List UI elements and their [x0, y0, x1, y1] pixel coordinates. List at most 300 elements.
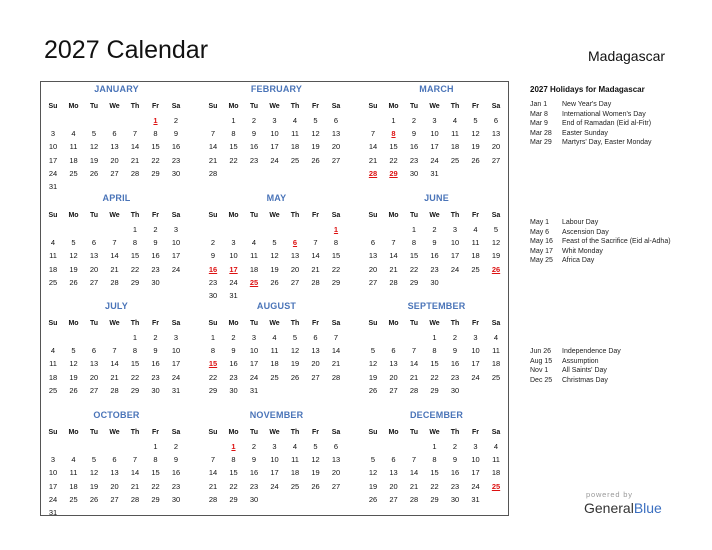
weekday-header: Sa — [171, 212, 181, 219]
holiday-date: 1 — [231, 442, 236, 451]
weekday-header: We — [269, 103, 280, 110]
holiday-date: 17 — [229, 264, 238, 274]
country-name: Madagascar — [588, 48, 666, 64]
weekday-header: Su — [48, 212, 58, 219]
calendar-day: 21 — [110, 264, 119, 274]
calendar-day: 9 — [173, 129, 179, 139]
weekday-header: Tu — [409, 103, 419, 110]
calendar-day: 29 — [151, 168, 160, 178]
calendar-day: 16 — [409, 142, 419, 152]
calendar-day: 2 — [432, 225, 437, 234]
calendar-day: 4 — [473, 225, 478, 234]
weekday-header: We — [109, 320, 120, 327]
calendar-day: 18 — [491, 359, 501, 369]
weekday-header: Fr — [472, 320, 479, 327]
calendar-day: 31 — [229, 291, 238, 300]
calendar-day: 2 — [411, 116, 417, 125]
calendar-day: 11 — [451, 129, 459, 139]
calendar-day: 31 — [48, 508, 58, 517]
calendar-day: 17 — [430, 142, 439, 152]
calendar-day: 17 — [48, 481, 58, 491]
calendar-day: 28 — [409, 494, 419, 504]
weekday-header: Tu — [89, 212, 99, 219]
calendar-day: 16 — [450, 468, 460, 478]
calendar-day: 28 — [208, 494, 218, 504]
calendar-day: 7 — [411, 346, 417, 356]
month-name: MAY — [266, 193, 287, 203]
holiday-date: 28 — [368, 168, 378, 178]
calendar-day: 21 — [130, 155, 140, 165]
calendar-day: 5 — [91, 455, 97, 465]
calendar-day: 4 — [292, 116, 298, 125]
calendar-day: 15 — [409, 251, 419, 261]
calendar-day: 14 — [130, 468, 140, 478]
calendar-day: 27 — [331, 155, 341, 165]
calendar-day: 15 — [229, 142, 238, 152]
weekday-header: Th — [290, 212, 300, 219]
calendar-day: 27 — [368, 277, 378, 287]
calendar-day: 15 — [430, 468, 439, 478]
weekday-header: Su — [48, 429, 58, 436]
calendar-day: 21 — [368, 155, 378, 165]
holiday-date-label: Mar 9 — [530, 120, 548, 127]
holiday-item — [530, 129, 700, 139]
weekday-header: Fr — [312, 429, 319, 436]
calendar-day: 26 — [368, 385, 378, 395]
weekday-header: Th — [450, 320, 460, 327]
calendar-day: 18 — [471, 251, 480, 261]
holiday-date: 16 — [208, 264, 218, 274]
calendar-day: 17 — [471, 359, 480, 369]
calendar-day: 10 — [430, 129, 439, 139]
month-name: AUGUST — [256, 301, 297, 311]
weekday-header: Sa — [331, 212, 341, 219]
calendar-day: 20 — [389, 481, 398, 491]
weekday-header: Tu — [89, 320, 99, 327]
calendar-day: 14 — [331, 346, 341, 356]
calendar-day: 1 — [432, 333, 437, 342]
weekday-header: Mo — [68, 212, 79, 219]
weekday-header: Tu — [89, 103, 99, 110]
calendar-day: 19 — [270, 264, 279, 274]
calendar-day: 2 — [251, 442, 257, 451]
weekday-header: Su — [208, 429, 218, 436]
calendar-day: 28 — [208, 168, 218, 178]
weekday-header: Mo — [68, 429, 79, 436]
calendar-day: 5 — [71, 346, 76, 356]
calendar-day: 10 — [48, 142, 58, 152]
calendar-day: 20 — [331, 142, 341, 152]
calendar-day: 29 — [130, 385, 140, 395]
weekday-header: Fr — [152, 103, 159, 110]
calendar-day: 2 — [173, 116, 179, 125]
calendar-day: 1 — [210, 333, 216, 342]
calendar-day: 10 — [229, 251, 238, 261]
calendar-day: 24 — [471, 372, 480, 382]
holiday-date-label: Jun 26 — [530, 348, 552, 355]
calendar-day: 21 — [311, 264, 320, 274]
calendar-day: 22 — [151, 155, 160, 165]
calendar-day: 21 — [331, 359, 341, 369]
calendar-day: 23 — [450, 481, 460, 491]
holiday-name: Africa Day — [562, 257, 595, 264]
calendar-day: 4 — [452, 116, 458, 125]
calendar-day: 3 — [452, 225, 458, 234]
calendar-day: 9 — [432, 238, 437, 248]
calendar-day: 8 — [231, 455, 236, 465]
calendar-day: 30 — [409, 168, 419, 178]
calendar-day: 9 — [452, 455, 458, 465]
calendar-day: 30 — [229, 385, 238, 395]
weekday-header: Tu — [249, 320, 259, 327]
calendar-day: 19 — [368, 372, 378, 382]
calendar-day: 5 — [370, 346, 376, 356]
calendar-day: 3 — [173, 333, 179, 342]
calendar-day: 22 — [208, 372, 218, 382]
calendar-day: 16 — [171, 142, 181, 152]
calendar-day: 20 — [331, 468, 341, 478]
calendar-day: 9 — [153, 238, 158, 248]
calendar-day: 30 — [171, 494, 181, 504]
calendar-day: 6 — [313, 333, 318, 342]
calendar-day: 2 — [452, 442, 458, 451]
calendar-day: 13 — [331, 129, 341, 139]
weekday-header: Sa — [491, 212, 501, 219]
calendar-day: 29 — [430, 385, 439, 395]
weekday-header: Fr — [152, 320, 159, 327]
calendar-day: 14 — [130, 142, 140, 152]
calendar-day: 30 — [171, 168, 181, 178]
calendar-day: 6 — [91, 238, 97, 248]
calendar-day: 7 — [391, 238, 396, 248]
calendar-day: 26 — [69, 385, 78, 395]
weekday-header: We — [429, 429, 440, 436]
calendar-day: 29 — [409, 277, 419, 287]
calendar-day: 19 — [471, 142, 480, 152]
calendar-day: 27 — [491, 155, 501, 165]
calendar-day: 15 — [430, 359, 439, 369]
holiday-item — [530, 366, 700, 376]
calendar-day: 16 — [249, 468, 259, 478]
calendar-day: 14 — [368, 142, 378, 152]
weekday-header: Tu — [89, 429, 99, 436]
weekday-header: We — [429, 103, 440, 110]
calendar-day: 10 — [48, 468, 58, 478]
month-name: MARCH — [419, 84, 454, 94]
calendar-day: 18 — [69, 481, 78, 491]
calendar-day: 13 — [389, 359, 398, 369]
calendar-day: 12 — [69, 251, 78, 261]
calendar-day: 11 — [49, 251, 57, 261]
holiday-date: 8 — [391, 129, 396, 139]
calendar-day: 24 — [249, 372, 259, 382]
calendar-day: 3 — [473, 442, 478, 451]
calendar-day: 17 — [270, 142, 279, 152]
calendar-day: 13 — [311, 346, 320, 356]
weekday-header: We — [109, 429, 120, 436]
weekday-header: Fr — [312, 103, 319, 110]
calendar-day: 7 — [411, 455, 417, 465]
calendar-day: 12 — [471, 129, 480, 139]
calendar-day: 29 — [151, 494, 160, 504]
weekday-header: Sa — [171, 103, 181, 110]
brand-general: General — [584, 500, 634, 516]
weekday-header: Su — [208, 320, 218, 327]
calendar-day: 19 — [290, 359, 300, 369]
calendar-day: 27 — [290, 277, 300, 287]
calendar-day: 28 — [130, 168, 140, 178]
weekday-header: Mo — [388, 103, 399, 110]
holiday-date-label: May 17 — [530, 247, 553, 255]
calendar-day: 20 — [311, 359, 320, 369]
page-title: 2027 Calendar — [44, 36, 209, 64]
calendar-day: 11 — [291, 129, 299, 139]
calendar-day: 24 — [430, 155, 439, 165]
month-name: SEPTEMBER — [407, 301, 466, 311]
calendar-day: 5 — [91, 129, 97, 139]
calendar-day: 27 — [389, 385, 398, 395]
calendar-day: 20 — [290, 264, 300, 274]
calendar-day: 2 — [452, 333, 458, 342]
weekday-header: Fr — [312, 320, 319, 327]
calendar-day: 12 — [368, 359, 378, 369]
weekday-header: Mo — [388, 320, 399, 327]
calendar-day: 22 — [430, 481, 439, 491]
weekday-header: Su — [48, 320, 58, 327]
calendar-day: 1 — [391, 116, 396, 125]
calendar-day: 31 — [430, 168, 439, 178]
calendar-day: 28 — [331, 372, 341, 382]
weekday-header: Fr — [472, 429, 479, 436]
calendar-day: 7 — [210, 129, 216, 139]
calendar-day: 19 — [491, 251, 501, 261]
calendar-day: 9 — [153, 346, 158, 356]
calendar-day: 23 — [249, 481, 259, 491]
calendar-day: 2 — [231, 333, 236, 342]
holiday-name: New Year's Day — [562, 101, 612, 108]
weekday-header: Th — [290, 103, 300, 110]
holiday-item — [530, 247, 700, 257]
calendar-day: 17 — [471, 468, 480, 478]
weekday-header: Th — [450, 103, 460, 110]
calendar-day: 24 — [48, 494, 58, 504]
calendar-day: 23 — [171, 481, 181, 491]
calendar-day: 22 — [229, 155, 238, 165]
calendar-day: 6 — [112, 129, 117, 139]
calendar-day: 27 — [331, 481, 341, 491]
holiday-item — [530, 357, 700, 367]
calendar-day: 29 — [229, 494, 238, 504]
calendar-day: 9 — [210, 251, 216, 261]
calendar-day: 22 — [331, 264, 341, 274]
calendar-day: 24 — [171, 372, 181, 382]
calendar-day: 19 — [69, 264, 78, 274]
calendar-day: 4 — [50, 238, 56, 248]
holiday-date-label: May 25 — [530, 257, 553, 264]
calendar-day: 10 — [171, 238, 181, 248]
weekday-header: Sa — [491, 320, 501, 327]
holidays-title: 2027 Holidays for Madagascar — [530, 85, 645, 94]
calendar-day: 9 — [231, 346, 236, 356]
calendar-day: 20 — [89, 264, 99, 274]
calendar-day: 28 — [311, 277, 320, 287]
calendar-day: 22 — [409, 264, 419, 274]
month-name: JULY — [105, 301, 128, 311]
weekday-header: Tu — [409, 429, 419, 436]
calendar-day: 13 — [110, 468, 119, 478]
calendar-day: 15 — [229, 468, 238, 478]
calendar-day: 27 — [89, 277, 99, 287]
calendar-day: 20 — [110, 155, 119, 165]
weekday-header: Su — [368, 103, 378, 110]
holiday-list-q3 — [530, 347, 700, 385]
calendar-day: 10 — [171, 346, 181, 356]
holiday-item — [530, 119, 700, 129]
calendar-day: 9 — [411, 129, 417, 139]
holiday-name: Christmas Day — [562, 376, 608, 384]
calendar-day: 13 — [290, 251, 300, 261]
weekday-header: We — [109, 103, 120, 110]
calendar-day: 15 — [151, 142, 160, 152]
calendar-day: 11 — [49, 359, 57, 369]
calendar-day: 26 — [368, 494, 378, 504]
calendar-day: 13 — [368, 251, 378, 261]
calendar-day: 20 — [368, 264, 378, 274]
calendar-day: 30 — [249, 494, 259, 504]
calendar-day: 20 — [491, 142, 501, 152]
holiday-name: End of Ramadan (Eid al-Fitr) — [562, 120, 652, 127]
calendar-day: 12 — [69, 359, 78, 369]
calendar-day: 16 — [151, 359, 160, 369]
holiday-item — [530, 138, 700, 148]
calendar-day: 6 — [493, 116, 499, 125]
calendar-day: 4 — [71, 455, 76, 465]
calendar-day: 25 — [290, 155, 300, 165]
calendar-day: 17 — [450, 251, 460, 261]
weekday-header: We — [429, 320, 440, 327]
weekday-header: Su — [368, 320, 378, 327]
calendar-day: 8 — [432, 455, 437, 465]
calendar-day: 22 — [229, 481, 238, 491]
holiday-name: All Saints' Day — [562, 367, 607, 374]
holiday-name: Feast of the Sacrifice (Eid al-Adha) — [562, 238, 671, 245]
weekday-header: Th — [290, 320, 300, 327]
calendar-day: 31 — [471, 494, 480, 504]
calendar-day: 30 — [450, 494, 460, 504]
calendar-day: 26 — [89, 168, 99, 178]
calendar-day: 25 — [290, 481, 300, 491]
calendar-day: 1 — [432, 442, 437, 451]
weekday-header: Mo — [228, 103, 239, 110]
calendar-day: 24 — [48, 168, 58, 178]
calendar-day: 27 — [389, 494, 398, 504]
calendar-day: 8 — [333, 238, 339, 248]
calendar-day: 25 — [69, 168, 78, 178]
calendar-day: 17 — [171, 251, 181, 261]
weekday-header: Sa — [331, 429, 341, 436]
calendar-day: 2 — [210, 238, 216, 248]
calendar-day: 7 — [132, 129, 138, 139]
weekday-header: Mo — [228, 429, 239, 436]
month-name: NOVEMBER — [249, 410, 304, 420]
calendar-day: 27 — [110, 168, 119, 178]
weekday-header: Su — [48, 103, 58, 110]
calendar-day: 16 — [151, 251, 160, 261]
calendar-day: 14 — [208, 142, 218, 152]
calendar-day: 19 — [89, 155, 99, 165]
weekday-header: Tu — [409, 320, 419, 327]
weekday-header: Sa — [171, 320, 181, 327]
calendar-day: 5 — [71, 238, 76, 248]
month-name: DECEMBER — [409, 410, 464, 420]
calendar-day: 1 — [153, 442, 158, 451]
calendar-day: 13 — [89, 359, 99, 369]
calendar-day: 18 — [491, 468, 501, 478]
calendar-day: 12 — [290, 346, 300, 356]
calendar-day: 10 — [270, 129, 279, 139]
calendar-day: 24 — [171, 264, 181, 274]
calendar-day: 21 — [409, 481, 419, 491]
calendar-day: 5 — [272, 238, 277, 248]
weekday-header: Fr — [152, 429, 159, 436]
calendar-day: 3 — [272, 442, 277, 451]
weekday-header: Su — [208, 103, 218, 110]
calendar-day: 24 — [471, 481, 480, 491]
holiday-name: Ascension Day — [562, 228, 609, 236]
calendar-day: 23 — [151, 372, 160, 382]
calendar-day: 26 — [471, 155, 480, 165]
calendar-day: 14 — [311, 251, 320, 261]
calendar-day: 11 — [270, 346, 279, 356]
calendar-day: 16 — [171, 468, 181, 478]
calendar-day: 30 — [450, 385, 460, 395]
weekday-header: We — [269, 212, 280, 219]
calendar-day: 3 — [173, 225, 179, 234]
calendar-day: 8 — [132, 346, 138, 356]
holiday-date: 15 — [208, 359, 218, 369]
calendar-day: 3 — [251, 333, 257, 342]
calendar-day: 13 — [389, 468, 398, 478]
calendar-day: 24 — [229, 277, 238, 287]
holiday-list-q1 — [530, 100, 700, 148]
generalblue-logo[interactable] — [584, 500, 662, 516]
holiday-item — [530, 237, 700, 247]
calendar-day: 29 — [130, 277, 140, 287]
calendar-day: 25 — [48, 277, 58, 287]
weekday-header: Sa — [331, 320, 341, 327]
calendar-day: 14 — [409, 468, 419, 478]
calendar-day: 25 — [450, 155, 460, 165]
calendar-day: 7 — [112, 346, 117, 356]
calendar-day: 23 — [208, 277, 218, 287]
calendar-day: 6 — [333, 442, 339, 451]
calendar-day: 22 — [151, 481, 160, 491]
calendar-day: 6 — [391, 455, 396, 465]
powered-by-label: powered by — [586, 490, 633, 499]
calendar-day: 3 — [432, 116, 437, 125]
calendar-day: 19 — [69, 372, 78, 382]
calendar-day: 23 — [430, 264, 439, 274]
holiday-date: 1 — [333, 225, 339, 234]
calendar-day: 11 — [471, 238, 480, 248]
calendar-day: 15 — [130, 251, 140, 261]
holiday-item — [530, 376, 700, 386]
calendar-day: 8 — [231, 129, 236, 139]
weekday-header: Mo — [388, 212, 399, 219]
calendar-day: 3 — [473, 333, 478, 342]
holiday-date-label: Jan 1 — [530, 101, 548, 108]
holiday-date: 25 — [491, 481, 501, 491]
